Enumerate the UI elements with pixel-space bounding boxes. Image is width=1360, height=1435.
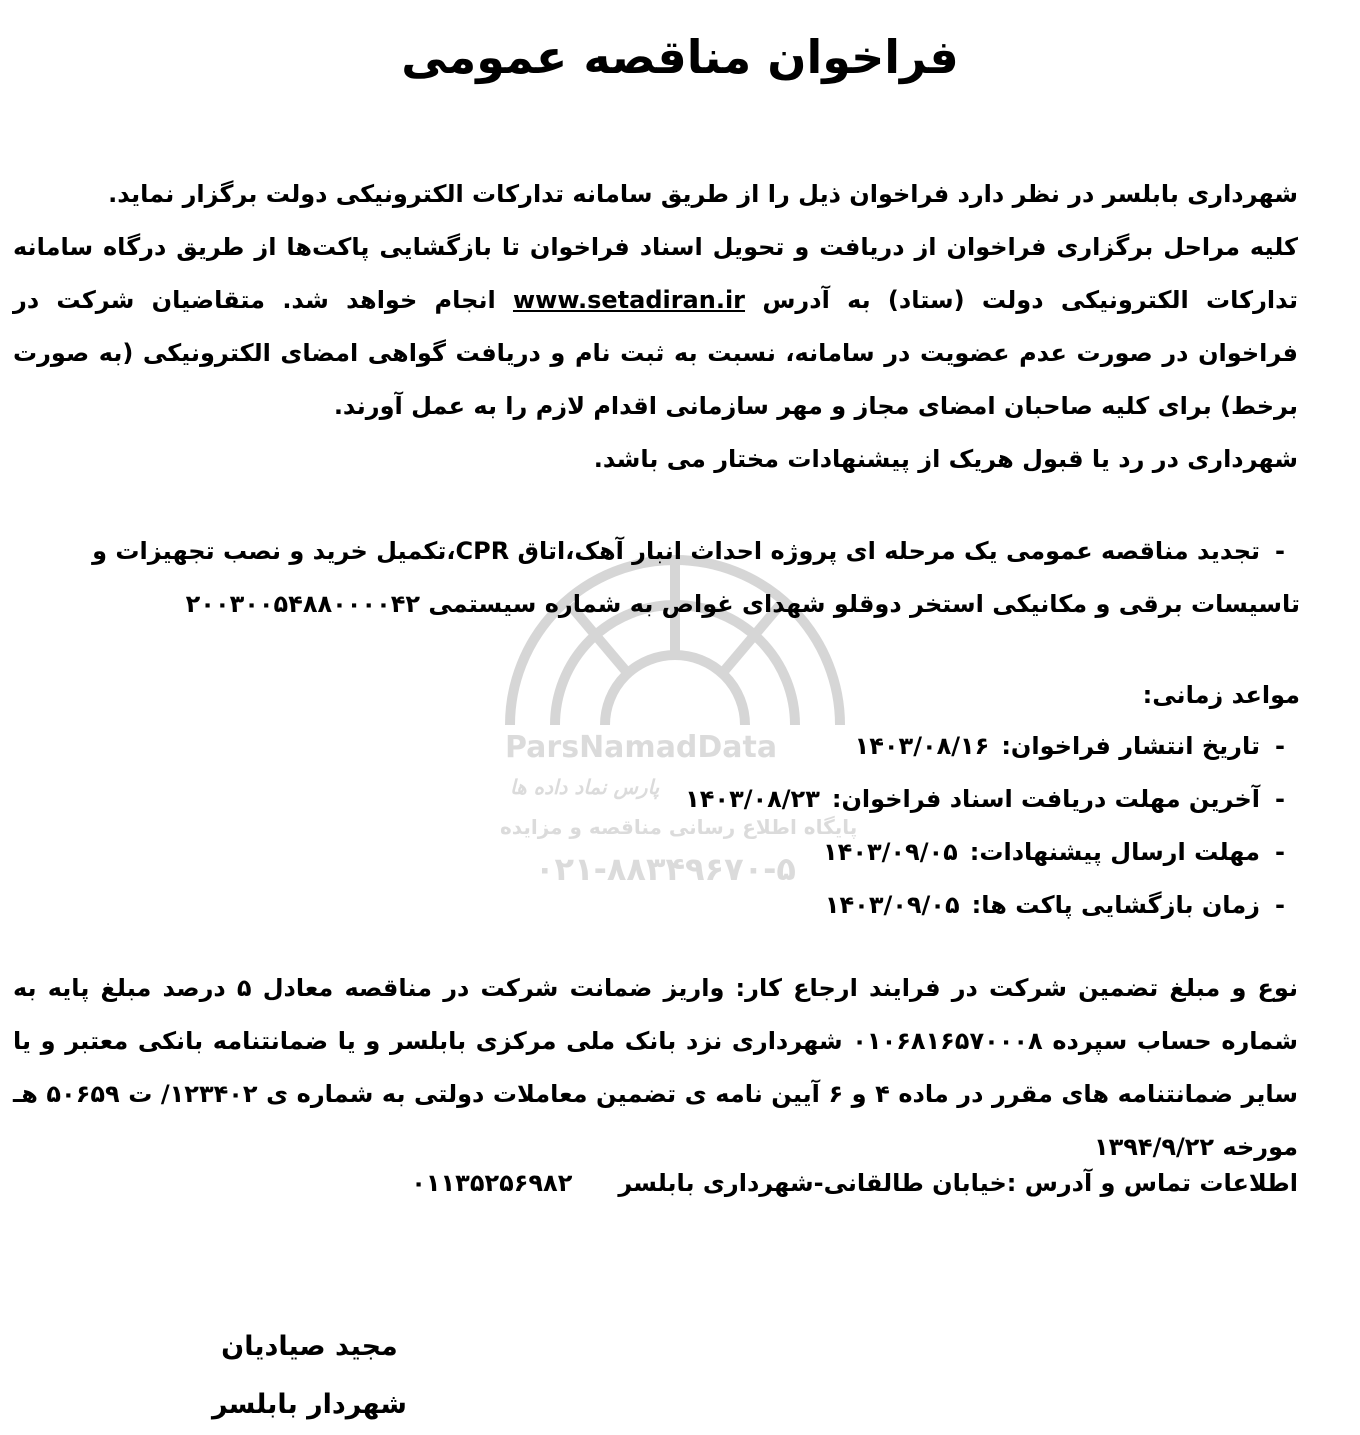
signer-role: شهردار بابلسر — [212, 1389, 407, 1420]
contact-info — [411, 1157, 1298, 1210]
schedule-row-submission — [500, 826, 1300, 879]
bullet-dash: - — [1275, 732, 1285, 760]
stages-text-2: انجام خواهد شد. متقاضیان شرکت در فراخوان در صورت عدم عضویت در سامانه، نسبت به ثبت نام و دریافت گواهی امضای الکترونیکی (به صورت برخط) برای کلیه صاحبان امضای مجاز و مهر سازمانی اقدام لازم را به عمل آورند. — [13, 286, 1298, 420]
schedule-value: ۱۴۰۳/۰۹/۰۵ — [824, 891, 960, 919]
schedule-heading: مواعد زمانی: — [1142, 681, 1300, 709]
page-title: فراخوان مناقصه عمومی — [401, 30, 959, 84]
tender-item — [15, 525, 1300, 631]
schedule-value: ۱۴۰۳/۰۹/۰۵ — [823, 838, 958, 866]
schedule-label: آخرین مهلت دریافت اسناد فراخوان: — [831, 785, 1260, 813]
bullet-dash: - — [1275, 838, 1285, 866]
stages-text-1: کلیه مراحل برگزاری فراخوان از دریافت و تحویل اسناد فراخوان تا بازگشایی پاکت‌ها از طریق درگاه سامانه تدارکات الکترونیکی دولت (ستاد) به آدرس — [13, 233, 1299, 314]
schedule-label: تاریخ انتشار فراخوان: — [1001, 732, 1260, 760]
watermark-phone: ۰۲۱-۸۸۳۴۹۶۷۰-۵ — [535, 850, 796, 888]
schedule-label: مهلت ارسال پیشنهادات: — [969, 838, 1260, 866]
schedule-value: ۱۴۰۳/۰۸/۲۳ — [685, 785, 820, 813]
watermark-brand: ParsNamadData — [505, 730, 778, 765]
schedule-section — [500, 670, 1300, 932]
contact-address: اطلاعات تماس و آدرس :خیابان طالقانی-شهرداری بابلسر — [618, 1169, 1298, 1197]
schedule-value: ۱۴۰۳/۰۸/۱۶ — [854, 732, 990, 760]
bullet-dash: - — [1275, 891, 1285, 919]
rights-paragraph: شهرداری در رد یا قبول هریک از پیشنهادات مختار می باشد. — [593, 445, 1298, 473]
bullet-dash: - — [1275, 537, 1285, 565]
guarantee-paragraph: نوع و مبلغ تضمین شرکت در فرایند ارجاع کار: واریز ضمانت شرکت در مناقصه معادل ۵ درصد مبلغ پایه به شماره حساب سپرده ۰۱۰۶۸۱۶۵۷۰۰۰۸ شهرداری نزد بانک ملی مرکزی بابلسر و یا ضمانتنامه بانکی معتبر و یا سایر ضمانتنامه های مقرر در ماده ۴ و ۶ آیین نامه ی تضمین معاملات دولتی به شماره ی ۱۲۳۴۰۲/ ت ۵۰۶۵۹ هـ مورخه ۱۳۹۴/۹/۲۲ — [13, 974, 1299, 1161]
schedule-row-publish — [500, 720, 1300, 773]
schedule-row-documents — [500, 773, 1300, 826]
schedule-row-opening — [500, 879, 1300, 932]
tender-description: تجدید مناقصه عمومی یک مرحله ای پروژه احداث انبار آهک،اتاق CPR،تکمیل خرید و نصب تجهیزات و تاسیسات برقی و مکانیکی استخر دوقلو شهدای غواص به شماره سیستمی ۲۰۰۳۰۰۵۴۸۸۰۰۰۰۴۲ — [92, 537, 1300, 618]
signature-block — [212, 1318, 407, 1434]
schedule-label: زمان بازگشایی پاکت ها: — [971, 891, 1260, 919]
contact-phone: ۰۱۱۳۵۲۵۶۹۸۲ — [411, 1169, 573, 1197]
setadiran-link[interactable]: www.setadiran.ir — [512, 286, 746, 314]
watermark-line1: پارس نماد داده ها — [510, 775, 660, 799]
bullet-dash: - — [1275, 785, 1285, 813]
intro-paragraph: شهرداری بابلسر در نظر دارد فراخوان ذیل را از طریق سامانه تدارکات الکترونیکی دولت برگزار نماید. — [108, 180, 1298, 208]
watermark-line2: پایگاه اطلاع رسانی مناقصه و مزایده — [500, 815, 858, 839]
intro-section — [13, 168, 1298, 486]
signer-name: مجید صیادیان — [221, 1331, 398, 1362]
stages-paragraph — [13, 221, 1298, 433]
